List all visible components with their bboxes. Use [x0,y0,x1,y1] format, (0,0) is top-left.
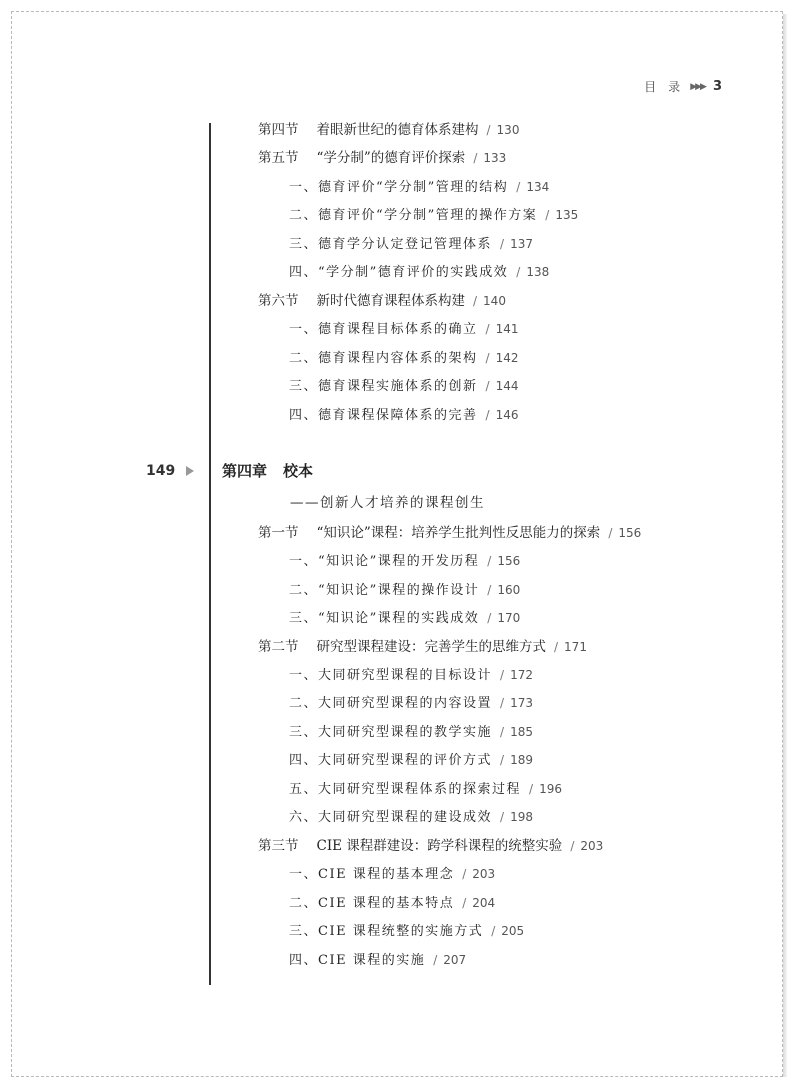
page-separator: / [545,208,550,222]
toc-subsection-entry[interactable] [289,262,549,283]
toc-subsection-entry[interactable] [289,893,495,914]
page-separator: / [486,123,491,137]
toc-subsection-entry[interactable] [289,551,520,572]
toc-section-entry[interactable] [258,120,519,140]
entry-page-number: 156 [618,526,642,540]
entry-page-number: 205 [501,924,525,938]
page-separator: / [608,526,613,540]
page-separator: / [485,379,490,393]
entry-page-number: 156 [497,554,521,568]
page-separator: / [500,753,505,767]
entry-title: 四、CIE 课程的实施 [289,953,426,968]
page-separator: / [487,554,492,568]
toc-section-entry[interactable] [258,637,587,657]
entry-page-number: 142 [495,351,519,365]
entry-title: 三、大同研究型课程的教学实施 [289,725,493,740]
toc-subsection-entry[interactable] [289,921,524,942]
entry-page-number: 160 [497,583,521,597]
entry-title: 三、“知识论”课程的实践成效 [289,611,480,626]
page-separator: / [570,839,575,853]
entry-page-number: 207 [443,953,467,967]
toc-section-entry[interactable] [258,291,506,311]
chapter-arrow-icon [186,466,194,476]
entry-page-number: 144 [495,379,519,393]
toc-subsection-entry[interactable] [289,348,518,369]
page-separator: / [473,294,478,308]
header-arrows-icon: ▶▶▶ [690,81,705,92]
entry-title: 二、德育评价“学分制”管理的操作方案 [289,208,538,223]
toc-subsection-entry[interactable] [289,722,533,743]
header-label: 目 录 [644,80,681,94]
entry-page-number: 196 [539,782,562,796]
toc-section-entry[interactable] [258,836,603,856]
toc-subsection-entry[interactable] [289,750,533,771]
page-separator: / [485,408,490,422]
entry-page-number: 203 [580,839,604,853]
toc-subsection-entry[interactable] [289,405,518,426]
entry-page-number: 172 [510,668,533,682]
page-separator: / [516,265,521,279]
entry-title: CIE 课程群建设：跨学科课程的统整实验 [316,838,563,854]
toc-subsection-entry[interactable] [289,693,533,714]
section-label: 第四节 [258,122,299,138]
entry-page-number: 135 [555,208,579,222]
chapter-label: 第四章 [222,462,268,480]
section-label: 第一节 [258,525,299,541]
page-separator: / [500,237,505,251]
chapter-page-number[interactable]: 149 [146,463,176,479]
page-separator: / [487,583,492,597]
page-separator: / [487,611,492,625]
entry-title: 二、德育课程内容体系的架构 [289,351,478,366]
page-separator: / [433,953,438,967]
chapter-title: 校本 [283,462,314,480]
page-separator: / [485,351,490,365]
toc-subsection-entry[interactable] [289,205,578,226]
toc-subsection-entry[interactable] [289,950,466,971]
page-separator: / [500,696,505,710]
entry-title: 三、CIE 课程统整的实施方式 [289,924,484,939]
entry-title: “知识论”课程：培养学生批判性反思能力的探索 [316,525,601,541]
page-frame [11,11,783,1077]
toc-subsection-entry[interactable] [289,234,533,255]
entry-page-number: 133 [483,151,507,165]
toc-subsection-entry[interactable] [289,864,495,885]
entry-title: 着眼新世纪的德育体系建构 [316,122,479,138]
entry-page-number: 203 [472,867,496,881]
entry-title: 二、CIE 课程的基本特点 [289,896,455,911]
toc-section-entry[interactable] [258,523,641,543]
toc-subsection-entry[interactable] [289,779,562,800]
entry-title: 三、德育课程实施体系的创新 [289,379,478,394]
entry-title: 三、德育学分认定登记管理体系 [289,237,493,252]
entry-page-number: 198 [510,810,533,824]
toc-subsection-entry[interactable] [289,376,518,397]
toc-subsection-entry[interactable] [289,807,533,828]
entry-title: 五、大同研究型课程体系的探索过程 [289,782,522,797]
toc-subsection-entry[interactable] [289,177,549,198]
entry-title: 研究型课程建设：完善学生的思维方式 [316,639,546,655]
entry-page-number: 130 [496,123,520,137]
entry-page-number: 137 [510,237,533,251]
page-separator: / [462,896,467,910]
page-separator: / [500,725,505,739]
chapter-heading[interactable] [222,460,313,481]
toc-subsection-entry[interactable] [289,665,533,686]
entry-title: 四、“学分制”德育评价的实践成效 [289,265,509,280]
entry-title: 四、德育课程保障体系的完善 [289,408,478,423]
page-separator: / [491,924,496,938]
section-label: 第二节 [258,639,299,655]
page-separator: / [462,867,467,881]
entry-title: 新时代德育课程体系构建 [316,293,465,309]
page-separator: / [500,668,505,682]
entry-title: 二、大同研究型课程的内容设置 [289,696,493,711]
entry-page-number: 185 [510,725,533,739]
entry-page-number: 140 [483,294,506,308]
entry-title: 一、“知识论”课程的开发历程 [289,554,480,569]
entry-title: 一、大同研究型课程的目标设计 [289,668,493,683]
entry-page-number: 141 [495,322,519,336]
entry-page-number: 170 [497,611,521,625]
section-label: 第三节 [258,838,299,854]
entry-page-number: 173 [510,696,533,710]
entry-page-number: 204 [472,896,496,910]
entry-title: 一、CIE 课程的基本理念 [289,867,455,882]
page-separator: / [554,640,559,654]
entry-page-number: 146 [495,408,519,422]
page-separator: / [516,180,521,194]
entry-title: 一、德育评价“学分制”管理的结构 [289,180,509,195]
toc-divider-line [209,123,211,985]
entry-title: 一、德育课程目标体系的确立 [289,322,478,337]
page-separator: / [485,322,490,336]
entry-title: 四、大同研究型课程的评价方式 [289,753,493,768]
entry-page-number: 189 [510,753,533,767]
entry-page-number: 171 [564,640,587,654]
page-separator: / [473,151,478,165]
page-shadow [783,14,787,1077]
entry-title: 六、大同研究型课程的建设成效 [289,810,493,825]
section-label: 第五节 [258,150,299,166]
chapter-subtitle: ——创新人才培养的课程创生 [290,495,485,511]
section-label: 第六节 [258,293,299,309]
entry-title: 二、“知识论”课程的操作设计 [289,583,480,598]
toc-section-entry[interactable] [258,148,506,168]
toc-subsection-entry[interactable] [289,319,518,340]
entry-page-number: 134 [526,180,550,194]
toc-subsection-entry[interactable] [289,608,520,629]
toc-subsection-entry[interactable] [289,580,520,601]
page-separator: / [529,782,534,796]
running-header [644,78,722,95]
header-page-number: 3 [712,79,722,94]
page-separator: / [500,810,505,824]
entry-page-number: 138 [526,265,550,279]
entry-title: “学分制”的德育评价探索 [316,150,466,166]
